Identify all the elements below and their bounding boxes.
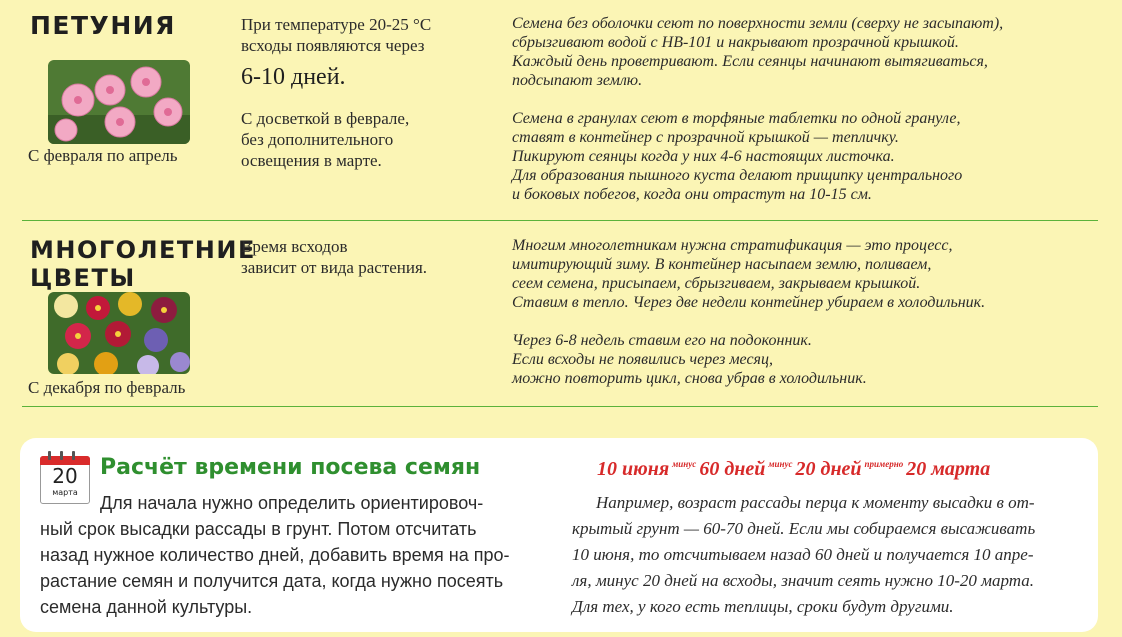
perennial-title: МНОГОЛЕТНИЕ ЦВЕТЫ: [30, 236, 256, 292]
seed-calc-card: [20, 438, 1098, 632]
calendar-day: 20: [52, 464, 78, 488]
calendar-month: марта: [52, 488, 78, 497]
card-example-text: Например, возраст рассады перца к моменту высадки в от- крытый грунт — 60-70 дней. Если мы собираемся высаживать 10 июня, то отсчитываем назад 60 дней и получается 10 апре- ля, минус 20 дней на всходы, значит сеять нужно 10-20 марта. Для тех, у кого есть теплицы, сроки будут другими.: [572, 493, 1036, 616]
petunia-instructions-1: Семена без оболочки сеют по поверхности земли (сверху не засыпают), сбрызгивают водой с НВ-101 и накрывают прозрачной крышкой. Каждый день проветривают. Если сеянцы начинают вытягиваться, подсыпают землю.: [512, 15, 1004, 89]
petunia-instructions-2: Семена в гранулах сеют в торфяные таблетки по одной грануле, ставят в контейнер с прозрачной крышкой — тепличку. Пикируют сеянцы когда у них 4-6 настоящих листочка. Для образования пышного куста делают прищипку центрального и боковых побегов, когда они отрастут на 10-15 см.: [512, 110, 963, 203]
divider: [22, 406, 1098, 407]
petunia-light-text: С досветкой в феврале, без дополнительного освещения в марте.: [241, 109, 410, 170]
divider: [22, 220, 1098, 221]
petunia-title: ПЕТУНИЯ: [30, 11, 176, 40]
perennial-instructions-2: Через 6-8 недель ставим его на подоконник. Если всходы не появились через месяц, можно повторить цикл, снова убрав в холодильник.: [512, 332, 867, 387]
perennial-caption: С декабря по февраль: [28, 378, 186, 397]
card-intro-text: ный срок высадки рассады в грунт. Потом отсчитать назад нужное количество дней, добавить время на про- растание семян и получится дата, когда нужно посеять семена данной культуры.: [40, 519, 510, 617]
petunia-days: 6-10 дней.: [241, 64, 346, 90]
card-title: Расчёт времени посева семян: [100, 455, 481, 480]
perennial-photo: [48, 292, 190, 374]
perennial-instructions-1: Многим многолетникам нужна стратификация — это процесс, имитирующий зиму. В контейнер насыпаем землю, поливаем, сеем семена, присыпаем, сбрызгиваем, закрываем крышкой. Ставим в тепло. Через две недели контейнер убираем в холодильник.: [512, 237, 986, 311]
petunia-caption: С февраля по апрель: [28, 146, 178, 165]
petunia-temp-text: При температуре 20-25 °С всходы появляются через: [241, 15, 432, 55]
calendar-icon: [40, 450, 90, 504]
petunia-photo: [48, 60, 190, 144]
perennial-time-text: Время всходов зависит от вида растения.: [241, 237, 428, 277]
formula: 10 июня $^{минус}$ 60 дней $^{минус}$ 20 дней $^{примерно}$ 20 марта: [597, 458, 991, 480]
card-intro-first-line: Для начала нужно определить ориентировоч-: [100, 493, 484, 513]
